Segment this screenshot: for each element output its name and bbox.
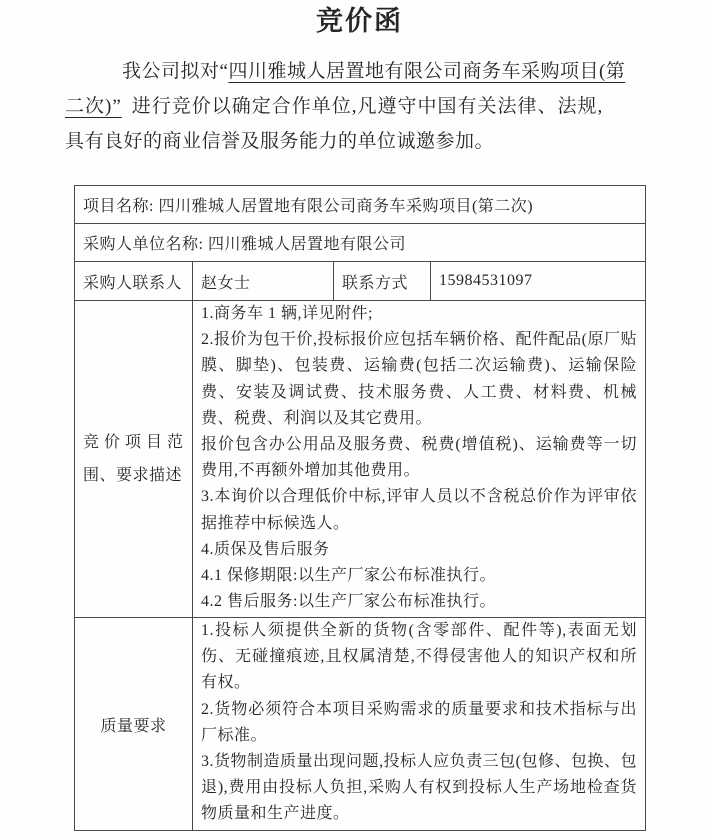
purchaser-name-value: 四川雅城人居置地有限公司 [207,236,406,253]
underlined-project-name-part2: 二次)” [65,96,122,117]
paragraph: 4.质保及售后服务 [201,540,330,558]
paragraph: 3.货物制造质量出现问题,投标人应负责三包(包修、包换、包退),费用由投标人负担,采购人有权到投标人生产场地检查货物质量和生产进度。 [201,753,637,823]
bid-info-table [74,185,646,831]
purchaser-name-label: 采购人单位名称: [83,236,204,253]
intro-line-1 [65,54,651,89]
contact-row [75,262,646,301]
phone-label-cell: 联系方式 [334,262,431,301]
project-name-cell [75,186,646,224]
paragraph: 2.报价为包干价,投标报价应包括车辆价格、配件配品(原厂贴膜、脚垫)、包装费、运输费(包括二次运输费)、运输保险费、安装及调试费、技术服务费、人工费、材料费、机械费、税费、利润以及其它费用。 [201,331,637,427]
purchaser-name-row [75,224,646,262]
scope-row [75,301,646,618]
paragraph: 4.1 保修期限:以生产厂家公布标准执行。 [201,567,496,585]
contact-label-cell: 采购人联系人 [75,262,193,301]
paragraph: 4.2 售后服务:以生产厂家公布标准执行。 [201,593,496,611]
intro-line-3: 具有良好的商业信誉及服务能力的单位诚邀参加。 [65,131,495,152]
paragraph: 2.货物必须符合本项目采购需求的质量要求和技术指标与出厂标准。 [201,700,637,744]
paragraph: 报价包含办公用品及服务费、税费(增值税)、运输费等一切费用,不再额外增加其他费用。 [201,436,637,480]
phone-value-cell: 15984531097 [431,262,646,301]
project-name-label: 项目名称: [83,198,154,215]
paragraph: 3.本询价以合理低价中标,评审人员以不含税总价作为评审依据推荐中标候选人。 [201,488,637,532]
document-page [0,5,706,831]
page-title: 竞价函 [316,6,403,36]
paragraph: 1.投标人须提供全新的货物(含零部件、配件等),表面无划伤、无碰撞痕迹,且权属清楚,不得侵害他人的知识产权和所有权。 [201,622,637,692]
intro-line-2-rest: 进行竞价以确定合作单位,凡遵守中国有关法律、法规, [131,96,604,117]
contact-name-cell: 赵女士 [193,262,334,301]
project-name-value: 四川雅城人居置地有限公司商务车采购项目(第二次) [158,198,534,215]
quality-row [75,618,646,831]
paragraph: 1.商务车 1 辆,详见附件; [201,305,373,322]
scope-label-cell [75,301,193,618]
quality-content-cell [193,618,646,831]
quality-label-cell: 质量要求 [75,618,193,831]
underlined-project-name-part1: 四川雅城人居置地有限公司商务车采购项目(第 [228,61,626,82]
scope-label-line-1: 竞 价 项 目 范 [83,434,184,451]
scope-content-cell [193,301,646,618]
intro-line-2 [65,89,651,124]
intro-line-1-prefix: 我公司拟对“ [122,61,229,82]
project-name-row [75,186,646,224]
scope-label-line-2: 围、要求描述 [83,467,183,484]
intro-paragraph [65,54,651,159]
purchaser-name-cell [75,224,646,262]
